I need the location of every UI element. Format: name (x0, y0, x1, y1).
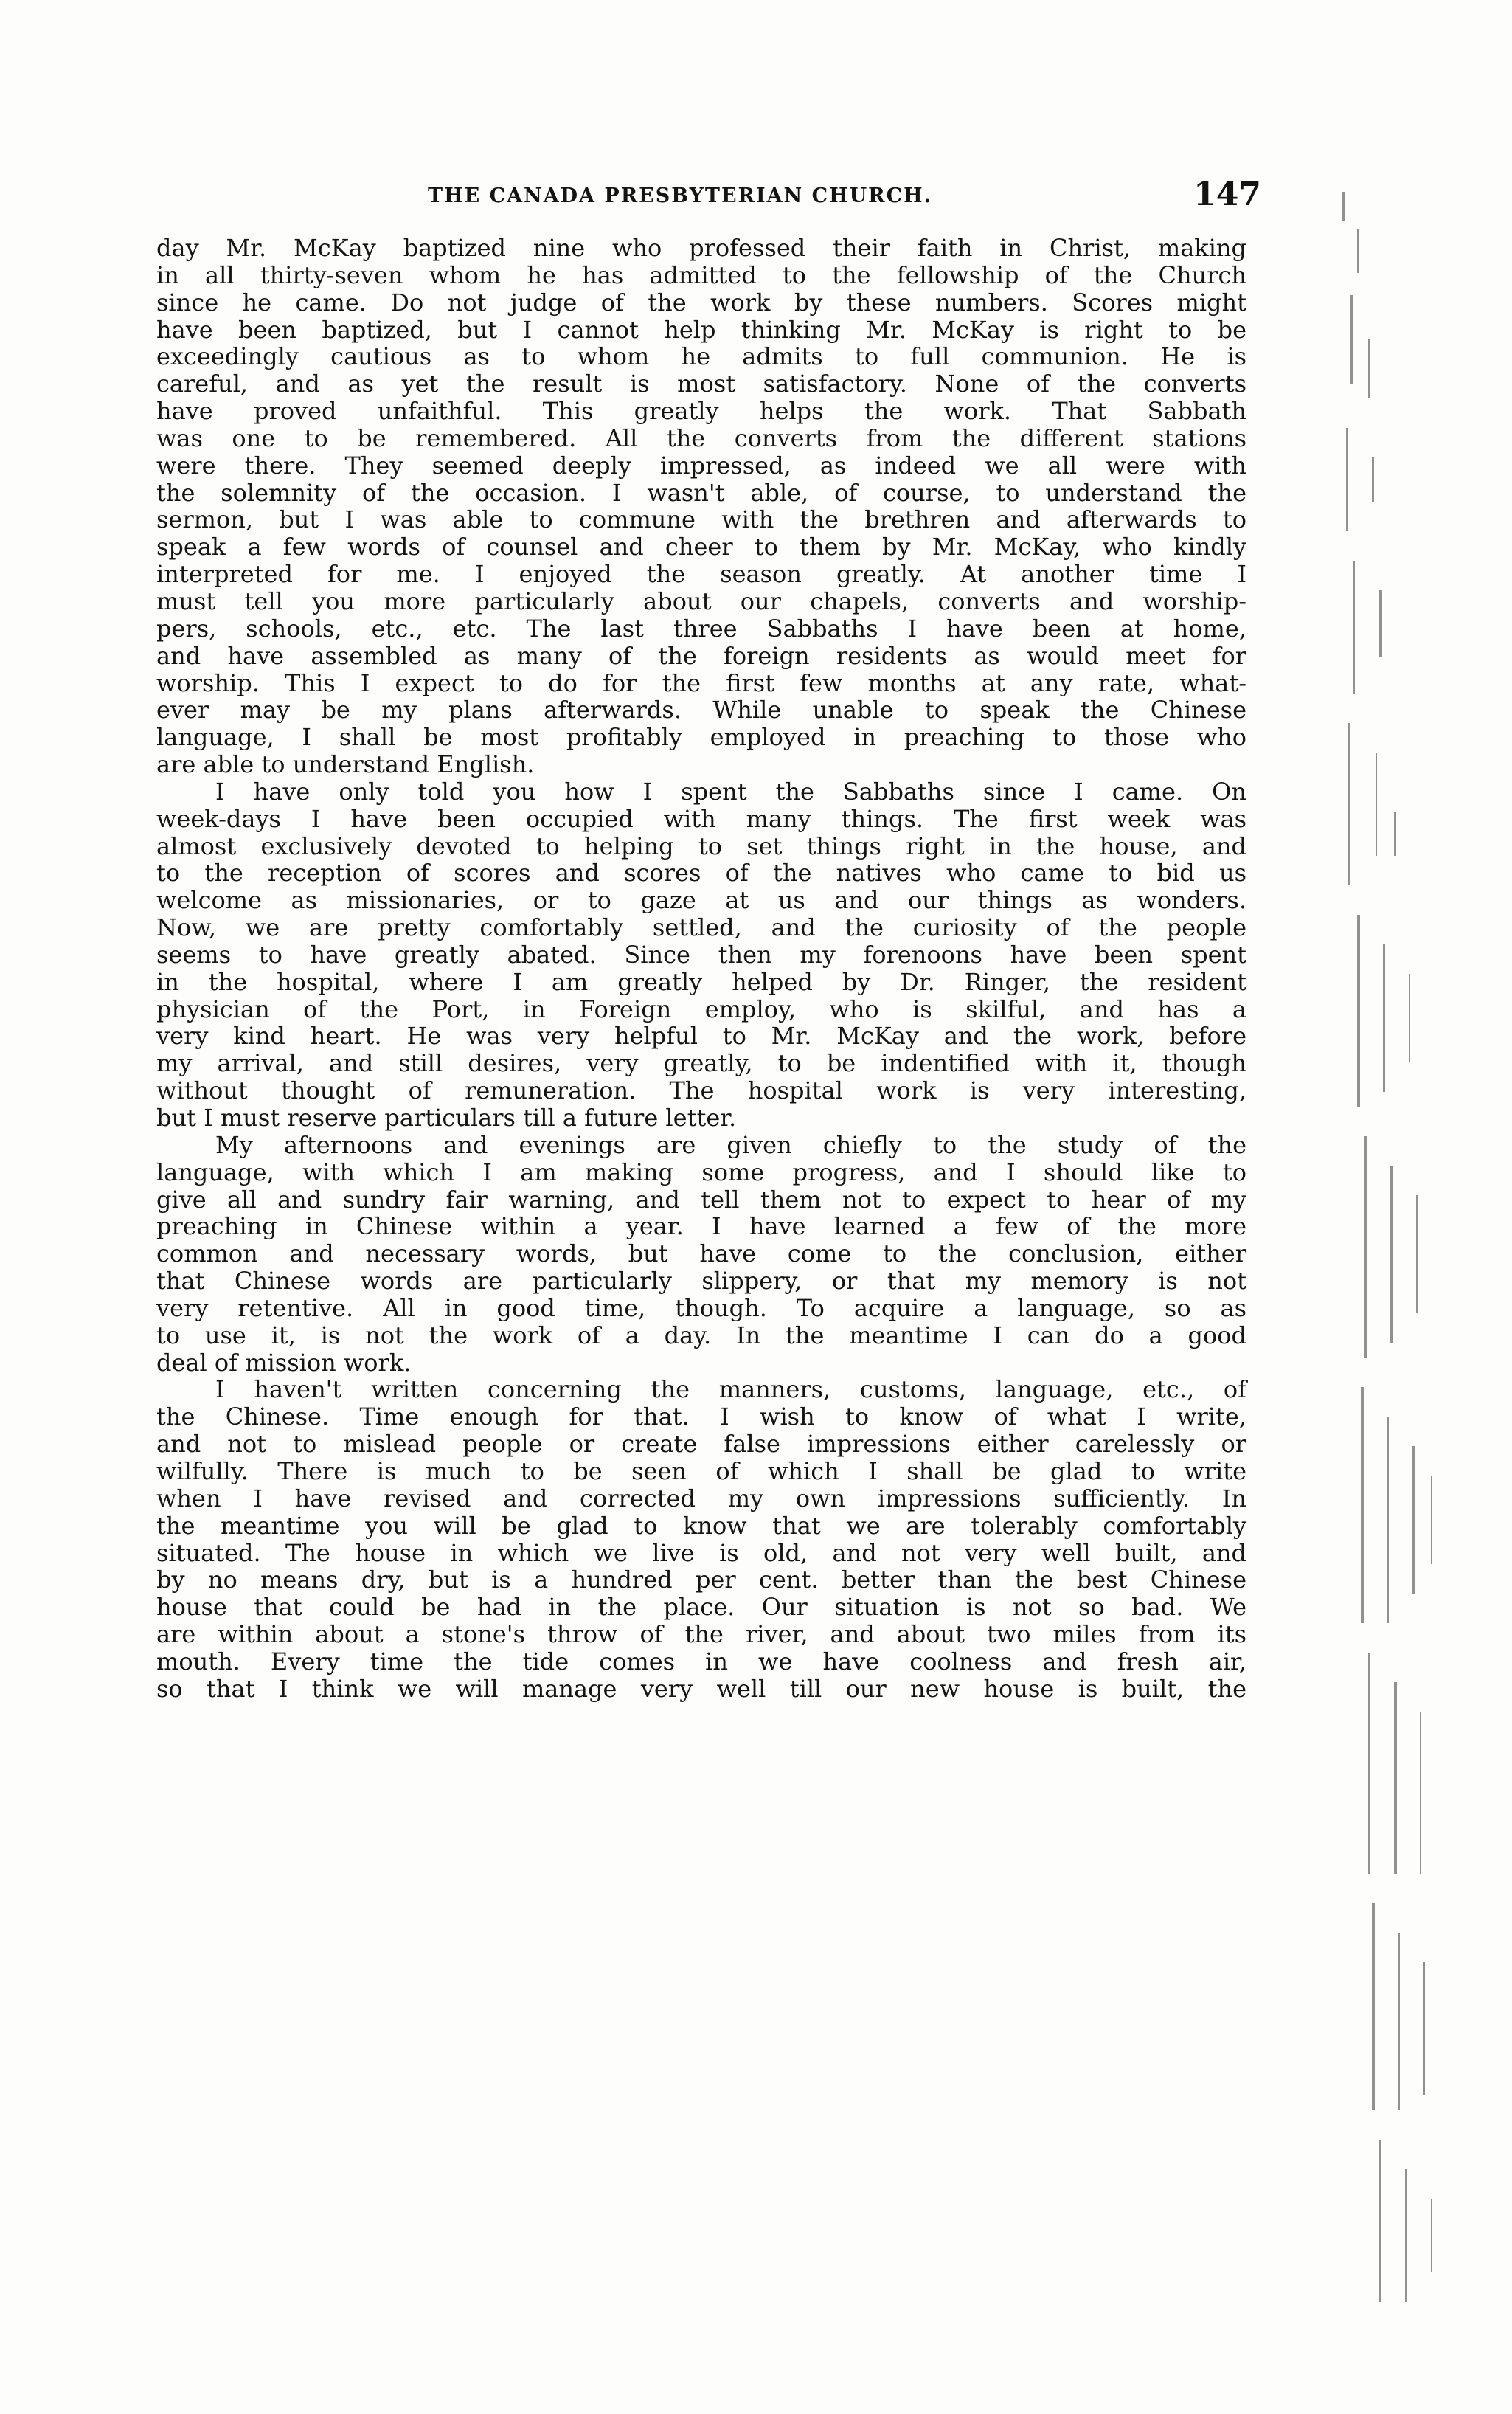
text-line: seems to have greatly abated. Since then my forenoons have been spent (156, 940, 1246, 969)
text-line: are within about a stone's throw of the river, and about two miles from its (156, 1620, 1246, 1649)
text-line: pers, schools, etc., etc. The last three Sabbaths I have been at home, (156, 614, 1246, 643)
body-text (156, 235, 1246, 1703)
text-line: sermon, but I was able to commune with the brethren and afterwards to (156, 505, 1246, 534)
text-line: deal of mission work. (156, 1348, 412, 1377)
text-line: are able to understand English. (156, 750, 535, 779)
text-line: wilfully. There is much to be seen of which I shall be glad to write (156, 1456, 1246, 1485)
text-line: the Chinese. Time enough for that. I wish to know of what I write, (156, 1403, 1246, 1431)
text-line: but I must reserve particulars till a future letter. (156, 1104, 737, 1132)
text-line: to the reception of scores and scores of the natives who came to bid us (156, 859, 1246, 888)
text-line: worship. This I expect to do for the first few months at any rate, what- (156, 668, 1246, 697)
text-line: physician of the Port, in Foreign employ, who is skilful, and has a (156, 995, 1246, 1023)
text-line: almost exclusively devoted to helping to set things right in the house, and (156, 831, 1246, 860)
text-line: give all and sundry fair warning, and tell them not to expect to hear of my (156, 1185, 1246, 1214)
page-header (428, 176, 1261, 220)
running-head: THE CANADA PRESBYTERIAN CHURCH. (428, 184, 933, 207)
text-line: I have only told you how I spent the Sabbaths since I came. On (215, 777, 1246, 806)
text-line: preaching in Chinese within a year. I have learned a few of the more (156, 1212, 1246, 1241)
text-line: situated. The house in which we live is old, and not very well built, and (156, 1538, 1246, 1567)
text-line: the solemnity of the occasion. I wasn't able, of course, to understand the (156, 478, 1246, 507)
text-line: language, with which I am making some progress, and I should like to (156, 1158, 1246, 1186)
text-line: my arrival, and still desires, very greatly, to be indentified with it, though (156, 1049, 1246, 1078)
text-line: ever may be my plans afterwards. While unable to speak the Chinese (156, 696, 1246, 724)
text-line: week-days I have been occupied with many things. The first week was (156, 804, 1246, 833)
text-line: without thought of remuneration. The hospital work is very interesting, (156, 1076, 1246, 1105)
text-line: welcome as missionaries, or to gaze at us and our things as wonders. (156, 886, 1246, 915)
text-line: was one to be remembered. All the converts from the different stations (156, 423, 1246, 452)
text-line: very retentive. All in good time, though. To acquire a language, so as (156, 1293, 1246, 1322)
text-line: day Mr. McKay baptized nine who professed their faith in Christ, making (156, 234, 1246, 262)
text-line: speak a few words of counsel and cheer to them by Mr. McKay, who kindly (156, 533, 1246, 561)
text-line: by no means dry, but is a hundred per cent. better than the best Chinese (156, 1566, 1246, 1594)
text-line: must tell you more particularly about our chapels, converts and worship- (156, 587, 1246, 615)
text-line: very kind heart. He was very helpful to Mr. McKay and the work, before (156, 1022, 1246, 1051)
text-line: common and necessary words, but have come to the conclusion, either (156, 1239, 1246, 1268)
text-line: were there. They seemed deeply impressed, as indeed we all were with (156, 451, 1246, 480)
text-line: I haven't written concerning the manners, customs, language, etc., of (215, 1375, 1246, 1404)
text-line: that Chinese words are particularly slippery, or that my memory is not (156, 1267, 1246, 1296)
text-line: in all thirty-seven whom he has admitted to the fellowship of the Church (156, 260, 1246, 289)
text-line: since he came. Do not judge of the work by these numbers. Scores might (156, 288, 1246, 317)
text-line: have proved unfaithful. This greatly helps the work. That Sabbath (156, 397, 1246, 426)
text-line: language, I shall be most profitably employed in preaching to those who (156, 723, 1246, 752)
text-line: to use it, is not the work of a day. In the meantime I can do a good (156, 1321, 1246, 1349)
text-line: mouth. Every time the tide comes in we have coolness and fresh air, (156, 1647, 1246, 1675)
text-line: have been baptized, but I cannot help thinking Mr. McKay is right to be (156, 315, 1246, 344)
text-line: Now, we are pretty comfortably settled, and the curiosity of the people (156, 913, 1246, 942)
text-line: and have assembled as many of the foreign residents as would meet for (156, 641, 1246, 670)
page-number: 147 (1193, 176, 1261, 213)
text-line: when I have revised and corrected my own impressions sufficiently. In (156, 1484, 1246, 1512)
text-line: in the hospital, where I am greatly helped by Dr. Ringer, the resident (156, 967, 1246, 996)
text-line: so that I think we will manage very well till our new house is built, the (156, 1674, 1246, 1703)
text-line: house that could be had in the place. Our situation is not so bad. We (156, 1593, 1246, 1622)
text-line: exceedingly cautious as to whom he admits to full communion. He is (156, 342, 1246, 371)
text-line: My afternoons and evenings are given chiefly to the study of the (215, 1130, 1246, 1159)
text-line: careful, and as yet the result is most satisfactory. None of the converts (156, 370, 1246, 398)
text-line: and not to mislead people or create false impressions either carelessly or (156, 1430, 1246, 1459)
scan-edge-noise (1328, 148, 1475, 2361)
text-line: interpreted for me. I enjoyed the season greatly. At another time I (156, 560, 1246, 589)
text-line: the meantime you will be glad to know that we are tolerably comfortably (156, 1511, 1246, 1540)
